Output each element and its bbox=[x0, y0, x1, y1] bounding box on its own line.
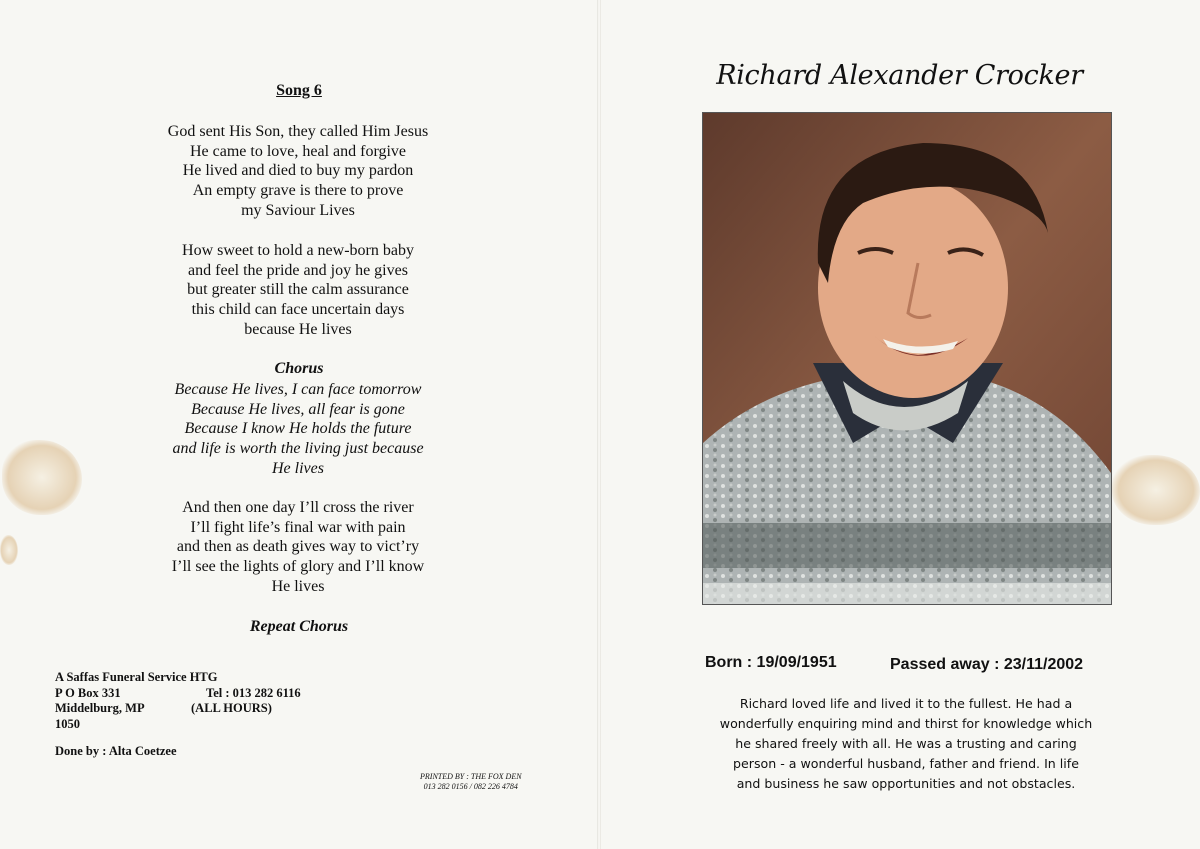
verse-line: because He lives bbox=[244, 320, 352, 338]
all-hours: (ALL HOURS) bbox=[191, 701, 272, 715]
tribute-line: wonderfully enquiring mind and thirst for knowledge which bbox=[719, 716, 1093, 731]
tribute-line: he shared freely with all. He was a trusting and caring bbox=[735, 736, 1077, 751]
passed-away-date: Passed away : 23/11/2002 bbox=[890, 656, 1084, 673]
printed-by-line: PRINTED BY : THE FOX DEN bbox=[420, 772, 522, 781]
po-box: P O Box 331 bbox=[55, 685, 121, 700]
song-title: Song 6 bbox=[276, 82, 322, 99]
tribute-line: Richard loved life and lived it to the fullest. He had a bbox=[739, 696, 1073, 711]
verse-line: He lives bbox=[271, 577, 325, 595]
verse-line: and feel the pride and joy he gives bbox=[188, 261, 408, 279]
verse-line: God sent His Son, they called Him Jesus bbox=[167, 123, 429, 140]
portrait-photo bbox=[703, 113, 1111, 604]
chorus-line: He lives bbox=[272, 459, 324, 477]
tribute-line: and business he saw opportunities and not obstacles. bbox=[736, 776, 1076, 791]
tribute-line: person - a wonderful husband, father and friend. In life bbox=[733, 756, 1079, 771]
portrait-illustration bbox=[703, 113, 1111, 604]
printed-by-phone: 013 282 0156 / 082 226 4784 bbox=[423, 782, 518, 791]
postal-code: 1050 bbox=[55, 716, 80, 731]
printed-by bbox=[420, 772, 522, 792]
verse-line: I’ll see the lights of glory and I’ll know bbox=[171, 558, 425, 576]
verse-line: How sweet to hold a new-born baby bbox=[182, 242, 414, 259]
town: Middelburg, MP bbox=[55, 701, 145, 715]
funeral-service-info bbox=[55, 670, 301, 732]
born-date: Born : 19/09/1951 bbox=[705, 654, 837, 671]
deceased-name: Richard Alexander Crocker bbox=[716, 60, 1083, 91]
verse-line: and then as death gives way to vict’ry bbox=[176, 538, 420, 556]
verse-line: but greater still the calm assurance bbox=[187, 281, 409, 299]
stain-right bbox=[1112, 455, 1200, 525]
verse-1 bbox=[100, 122, 496, 221]
verse-3 bbox=[100, 498, 496, 597]
verse-line: He came to love, heal and forgive bbox=[189, 142, 407, 160]
stain-left bbox=[2, 440, 82, 515]
chorus-title: Chorus bbox=[274, 360, 324, 377]
chorus-line: Because He lives, all fear is gone bbox=[191, 400, 405, 418]
repeat-chorus: Repeat Chorus bbox=[249, 618, 349, 635]
chorus-line: Because He lives, I can face tomorrow bbox=[174, 381, 422, 398]
verse-line: He lived and died to buy my pardon bbox=[182, 162, 414, 180]
chorus bbox=[100, 380, 496, 479]
funeral-service-name: A Saffas Funeral Service HTG bbox=[55, 670, 218, 684]
page-fold bbox=[597, 0, 601, 849]
verse-line: my Saviour Lives bbox=[241, 201, 355, 219]
chorus-line: and life is worth the living just because bbox=[172, 440, 424, 458]
verse-line: I’ll fight life’s final war with pain bbox=[190, 518, 406, 536]
tribute-text bbox=[700, 694, 1112, 794]
chorus-line: Because I know He holds the future bbox=[184, 420, 412, 438]
done-by: Done by : Alta Coetzee bbox=[55, 744, 177, 758]
telephone: Tel : 013 282 6116 bbox=[206, 685, 301, 700]
stain-left-small bbox=[0, 535, 18, 565]
verse-line: this child can face uncertain days bbox=[191, 301, 405, 319]
verse-line: And then one day I’ll cross the river bbox=[182, 499, 414, 516]
verse-2 bbox=[100, 241, 496, 340]
verse-line: An empty grave is there to prove bbox=[192, 182, 404, 200]
